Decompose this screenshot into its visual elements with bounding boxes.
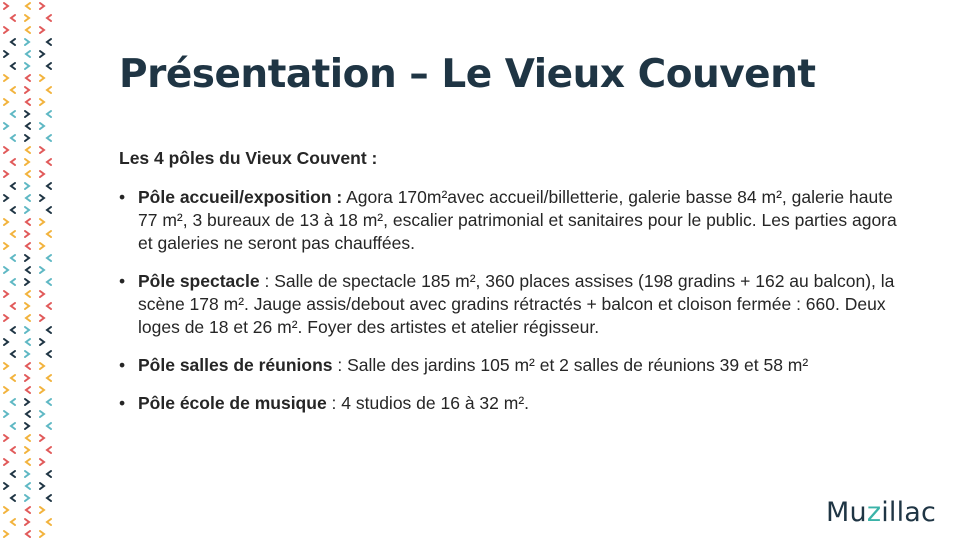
pattern-chevron xyxy=(11,63,15,69)
pattern-chevron xyxy=(25,15,29,21)
decorative-pattern xyxy=(0,0,56,540)
pattern-chevron xyxy=(26,123,30,129)
pattern-chevron xyxy=(47,159,51,165)
pattern-chevron xyxy=(40,219,44,225)
pattern-chevron xyxy=(25,87,29,93)
pattern-chevron xyxy=(47,183,51,189)
pattern-chevron xyxy=(25,375,29,381)
pattern-chevron xyxy=(40,459,44,465)
bullet-label: Pôle salles de réunions xyxy=(138,355,333,375)
pattern-chevron xyxy=(26,3,30,9)
pattern-chevron xyxy=(26,507,30,513)
pattern-chevron xyxy=(26,243,30,249)
pattern-chevron xyxy=(25,255,29,261)
pattern-chevron xyxy=(11,183,15,189)
pattern-chevron xyxy=(4,195,8,201)
pattern-chevron xyxy=(25,303,29,309)
pattern-chevron xyxy=(4,123,8,129)
bullet-label: Pôle spectacle xyxy=(138,271,260,291)
pattern-chevron xyxy=(11,495,15,501)
pattern-chevron xyxy=(4,411,8,417)
pattern-chevron xyxy=(25,471,29,477)
pattern-chevron xyxy=(25,39,29,45)
pattern-chevron xyxy=(26,195,30,201)
pattern-chevron xyxy=(4,3,8,9)
pattern-chevron xyxy=(47,471,51,477)
pattern-chevron xyxy=(26,267,30,273)
pattern-chevron xyxy=(47,39,51,45)
pattern-chevron xyxy=(4,51,8,57)
pattern-chevron xyxy=(40,195,44,201)
pattern-chevron xyxy=(4,507,8,513)
pattern-chevron xyxy=(40,411,44,417)
pattern-chevron xyxy=(11,111,15,117)
pattern-chevron xyxy=(11,471,15,477)
bullet-text: : 4 studios de 16 à 32 m². xyxy=(326,393,530,413)
pattern-chevron xyxy=(40,147,44,153)
pattern-chevron xyxy=(40,507,44,513)
pattern-chevron xyxy=(47,399,51,405)
pattern-chevron xyxy=(11,303,15,309)
pattern-chevron xyxy=(47,255,51,261)
pattern-chevron xyxy=(47,519,51,525)
logo-text: Muzillac xyxy=(826,496,937,528)
pattern-chevron xyxy=(25,111,29,117)
pattern-chevron xyxy=(40,291,44,297)
pattern-chevron xyxy=(40,75,44,81)
pattern-chevron xyxy=(26,531,30,537)
pattern-chevron xyxy=(26,147,30,153)
pattern-chevron xyxy=(47,327,51,333)
pattern-chevron xyxy=(25,207,29,213)
pattern-chevron xyxy=(4,483,8,489)
pattern-chevron xyxy=(25,351,29,357)
pattern-chevron xyxy=(40,483,44,489)
pattern-chevron xyxy=(25,495,29,501)
pattern-chevron xyxy=(47,63,51,69)
pattern-chevron xyxy=(4,363,8,369)
pattern-chevron xyxy=(4,75,8,81)
pattern-chevron xyxy=(26,363,30,369)
pattern-chevron xyxy=(47,207,51,213)
pattern-chevron xyxy=(40,435,44,441)
pattern-chevron xyxy=(40,171,44,177)
pattern-chevron xyxy=(40,315,44,321)
pattern-chevron xyxy=(47,87,51,93)
bullet-text: : Salle de spectacle 185 m², 360 places assises (198 gradins + 162 au balcon), la scène 178 m². Jauge assis/debout avec gradins rétractés + balcon et cloison fermée : 660. Deux loges de 18 et 26 m². Foyer des artistes et atelier régisseur. xyxy=(138,271,895,337)
pattern-chevron xyxy=(4,267,8,273)
pattern-chevron xyxy=(11,231,15,237)
pattern-chevron xyxy=(40,99,44,105)
pattern-chevron xyxy=(4,147,8,153)
pattern-chevron xyxy=(11,423,15,429)
pattern-chevron xyxy=(25,279,29,285)
pattern-chevron xyxy=(25,183,29,189)
pattern-chevron xyxy=(47,447,51,453)
pattern-chevron xyxy=(26,291,30,297)
pattern-chevron xyxy=(26,435,30,441)
pattern-chevron xyxy=(4,99,8,105)
pattern-chevron xyxy=(26,411,30,417)
pattern-chevron xyxy=(26,219,30,225)
bullet-item-reunions xyxy=(119,354,899,377)
bullet-item-accueil xyxy=(119,186,899,255)
pattern-chevron xyxy=(40,27,44,33)
pattern-chevron xyxy=(11,279,15,285)
pattern-chevron xyxy=(25,399,29,405)
pattern-chevron xyxy=(25,231,29,237)
logo-accent-letter: z xyxy=(866,496,882,528)
pattern-chevron xyxy=(4,315,8,321)
pattern-chevron xyxy=(25,447,29,453)
pattern-chevron xyxy=(11,39,15,45)
pattern-chevron xyxy=(4,291,8,297)
pattern-chevron xyxy=(40,51,44,57)
pattern-chevron xyxy=(40,123,44,129)
pattern-chevron xyxy=(11,159,15,165)
pattern-chevron xyxy=(26,459,30,465)
pattern-chevron xyxy=(40,243,44,249)
pattern-chevron xyxy=(4,459,8,465)
pattern-chevron xyxy=(40,3,44,9)
pattern-chevron xyxy=(11,519,15,525)
pattern-chevron xyxy=(4,171,8,177)
bullet-label: Pôle école de musique xyxy=(138,393,327,413)
pattern-chevron xyxy=(11,375,15,381)
bullet-item-musique xyxy=(119,392,899,415)
pattern-chevron xyxy=(11,351,15,357)
pattern-chevron xyxy=(11,87,15,93)
bullet-label: Pôle accueil/exposition : xyxy=(138,187,343,207)
bullet-text: : Salle des jardins 105 m² et 2 salles de réunions 39 et 58 m² xyxy=(332,355,809,375)
pattern-chevron xyxy=(47,423,51,429)
pattern-chevron xyxy=(26,339,30,345)
pattern-chevron xyxy=(25,327,29,333)
pattern-chevron xyxy=(40,339,44,345)
pattern-chevron xyxy=(11,327,15,333)
pattern-chevron xyxy=(11,15,15,21)
pattern-chevron xyxy=(4,243,8,249)
pattern-chevron xyxy=(25,423,29,429)
pattern-chevron xyxy=(47,231,51,237)
bullet-list xyxy=(119,186,899,415)
pattern-chevron xyxy=(11,207,15,213)
pattern-chevron xyxy=(47,303,51,309)
pattern-chevron xyxy=(47,351,51,357)
pattern-chevron xyxy=(4,339,8,345)
bullet-item-spectacle xyxy=(119,270,899,339)
pattern-chevron xyxy=(4,435,8,441)
pattern-chevron xyxy=(11,135,15,141)
pattern-chevron xyxy=(40,531,44,537)
pattern-chevron xyxy=(26,51,30,57)
pattern-chevron xyxy=(26,99,30,105)
pattern-chevron xyxy=(26,483,30,489)
pattern-chevron xyxy=(47,15,51,21)
pattern-chevron xyxy=(26,27,30,33)
pattern-chevron xyxy=(25,159,29,165)
pattern-chevron xyxy=(11,447,15,453)
bullet-text: Agora 170m²avec accueil/billetterie, galerie basse 84 m², galerie haute 77 m², 3 bureaux de 13 à 18 m², escalier patrimonial et sanitaires pour le public. Les parties agora et galeries ne seront pas chauffées. xyxy=(138,187,897,253)
pattern-chevron xyxy=(26,315,30,321)
pattern-chevron xyxy=(40,363,44,369)
pattern-chevron xyxy=(26,387,30,393)
pattern-chevron xyxy=(11,255,15,261)
pattern-chevron xyxy=(26,75,30,81)
pattern-chevron xyxy=(40,267,44,273)
muzillac-logo xyxy=(826,492,936,532)
slide-title: Présentation – Le Vieux Couvent xyxy=(119,52,816,97)
pattern-chevron xyxy=(4,27,8,33)
pattern-chevron xyxy=(25,63,29,69)
slide-content xyxy=(119,147,899,430)
pattern-chevron xyxy=(26,171,30,177)
pattern-chevron xyxy=(4,387,8,393)
pattern-chevron xyxy=(4,219,8,225)
pattern-chevron xyxy=(47,135,51,141)
pattern-chevron xyxy=(25,135,29,141)
pattern-chevron xyxy=(47,495,51,501)
pattern-chevron xyxy=(40,387,44,393)
pattern-chevron xyxy=(11,399,15,405)
pattern-chevron xyxy=(47,279,51,285)
pattern-chevron xyxy=(4,531,8,537)
intro-text: Les 4 pôles du Vieux Couvent : xyxy=(119,148,378,168)
pattern-chevron xyxy=(47,375,51,381)
pattern-chevron xyxy=(25,519,29,525)
pattern-chevron xyxy=(47,111,51,117)
